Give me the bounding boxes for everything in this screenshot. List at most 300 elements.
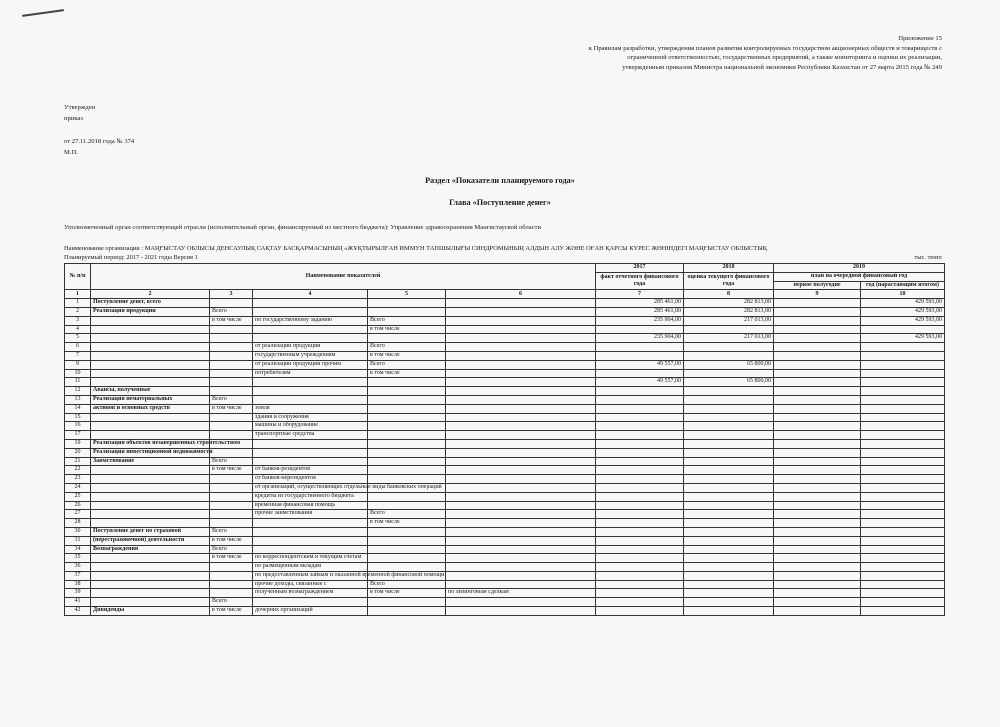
year-value-cell <box>861 457 945 466</box>
indicator-sub-cell: в том числе <box>368 351 446 360</box>
year-value-cell <box>861 527 945 536</box>
estimate-value-cell <box>684 501 774 510</box>
year-value-cell: 429 593,00 <box>861 299 945 308</box>
half-year-value-cell <box>774 316 861 325</box>
indicator-name-cell <box>253 387 368 396</box>
indicator-group-cell <box>91 501 210 510</box>
indicator-group-cell <box>91 466 210 475</box>
fact-value-cell: 49 557,00 <box>596 378 684 387</box>
half-year-value-cell <box>774 448 861 457</box>
indicator-detail-cell <box>446 501 596 510</box>
half-year-value-cell <box>774 343 861 352</box>
indicator-scope-cell <box>210 483 253 492</box>
half-year-value-cell <box>774 536 861 545</box>
row-number-cell: 41 <box>65 598 91 607</box>
table-row <box>65 299 945 308</box>
indicator-name-cell: машины и оборудование <box>253 422 368 431</box>
table-row <box>65 404 945 413</box>
indicator-name-cell: от организаций, осуществляющих отдельные виды банковских операций <box>253 483 368 492</box>
indicator-group-cell <box>91 563 210 572</box>
indicator-scope-cell: Всего <box>210 598 253 607</box>
fact-value-cell <box>596 510 684 519</box>
indicator-name-cell <box>253 536 368 545</box>
row-number-cell: 17 <box>65 431 91 440</box>
indicator-sub-cell: Всего <box>368 510 446 519</box>
indicator-scope-cell <box>210 360 253 369</box>
year-value-cell <box>861 475 945 484</box>
indicator-name-cell: от реализации продукции прочим <box>253 360 368 369</box>
indicator-group-cell <box>91 369 210 378</box>
year-value-cell <box>861 431 945 440</box>
indicator-detail-cell <box>446 439 596 448</box>
table-row <box>65 369 945 378</box>
indicator-name-cell: государственным учреждениям <box>253 351 368 360</box>
indicator-sub-cell <box>368 607 446 616</box>
indicator-sub-cell <box>368 422 446 431</box>
table-row <box>65 519 945 528</box>
indicator-scope-cell <box>210 378 253 387</box>
table-row <box>65 325 945 334</box>
table-row <box>65 554 945 563</box>
indicator-scope-cell <box>210 431 253 440</box>
fact-value-cell <box>596 483 684 492</box>
indicator-group-cell <box>91 431 210 440</box>
table-row <box>65 589 945 598</box>
section-title: Раздел «Показатели планируемого года» <box>425 176 575 185</box>
indicator-detail-cell <box>446 607 596 616</box>
indicator-name-cell: потребителям <box>253 369 368 378</box>
appendix-line: ограниченной ответственностью, государственных предприятий, а также мониторинга и оценки их реализации, <box>627 54 942 62</box>
indicator-scope-cell: в том числе <box>210 404 253 413</box>
fact-value-cell <box>596 413 684 422</box>
indicator-sub-cell <box>368 387 446 396</box>
half-year-value-cell <box>774 466 861 475</box>
indicator-name-cell <box>253 545 368 554</box>
table-row <box>65 492 945 501</box>
indicator-group-cell <box>91 580 210 589</box>
table-row <box>65 307 945 316</box>
indicator-detail-cell <box>446 395 596 404</box>
indicator-name-cell: земля <box>253 404 368 413</box>
table-row <box>65 334 945 343</box>
indicator-name-cell <box>253 598 368 607</box>
indicator-sub-cell: в том числе <box>368 589 446 598</box>
row-number-cell: 30 <box>65 527 91 536</box>
indicator-scope-cell <box>210 475 253 484</box>
half-year-value-cell <box>774 369 861 378</box>
row-number-cell: 22 <box>65 466 91 475</box>
table-row <box>65 343 945 352</box>
indicator-scope-cell: Всего <box>210 307 253 316</box>
header-fact: факт отчетного финансового года <box>596 272 684 290</box>
header-name: Наименование показателей <box>91 264 596 290</box>
indicator-sub-cell <box>368 395 446 404</box>
authority-line: Уполномоченный орган соответствующей отрасли (исполнительный орган, финансируемый из местного бюджета): Управление здравоохранения Мангистауской области <box>64 224 542 231</box>
indicator-sub-cell <box>368 457 446 466</box>
table-row <box>65 457 945 466</box>
indicator-name-cell: временная финансовая помощь <box>253 501 368 510</box>
half-year-value-cell <box>774 431 861 440</box>
col-num: 8 <box>684 290 774 299</box>
table-row <box>65 571 945 580</box>
indicator-scope-cell <box>210 501 253 510</box>
header-num: № п/п <box>65 264 91 290</box>
indicator-name-cell <box>253 527 368 536</box>
indicator-sub-cell <box>368 563 446 572</box>
row-number-cell: 4 <box>65 325 91 334</box>
estimate-value-cell <box>684 325 774 334</box>
estimate-value-cell <box>684 598 774 607</box>
appendix-line: Приложение 15 <box>898 35 942 42</box>
table-row <box>65 483 945 492</box>
order-date: от 27.11.2018 года № 374 <box>64 138 135 145</box>
indicator-name-cell: от реализации продукции <box>253 343 368 352</box>
indicator-detail-cell <box>446 448 596 457</box>
half-year-value-cell <box>774 351 861 360</box>
indicator-detail-cell <box>446 325 596 334</box>
year-value-cell <box>861 589 945 598</box>
row-number-cell: 7 <box>65 351 91 360</box>
indicator-detail-cell <box>446 536 596 545</box>
indicator-scope-cell <box>210 343 253 352</box>
estimate-value-cell <box>684 554 774 563</box>
col-num: 2 <box>91 290 210 299</box>
indicator-group-cell <box>91 316 210 325</box>
table-row <box>65 536 945 545</box>
row-number-cell: 5 <box>65 334 91 343</box>
row-number-cell: 38 <box>65 580 91 589</box>
indicator-scope-cell <box>210 492 253 501</box>
row-number-cell: 12 <box>65 387 91 396</box>
appendix-line: к Правилам разработки, утверждения планов развития контролируемых государством акционерных обществ и товариществ с <box>588 44 942 52</box>
estimate-value-cell <box>684 510 774 519</box>
fact-value-cell <box>596 369 684 378</box>
half-year-value-cell <box>774 580 861 589</box>
year-value-cell <box>861 378 945 387</box>
half-year-value-cell <box>774 422 861 431</box>
fact-value-cell: 235 904,00 <box>596 316 684 325</box>
table-row <box>65 580 945 589</box>
indicator-detail-cell <box>446 360 596 369</box>
estimate-value-cell <box>684 580 774 589</box>
half-year-value-cell <box>774 378 861 387</box>
indicator-detail-cell <box>446 554 596 563</box>
fact-value-cell <box>596 457 684 466</box>
indicator-sub-cell <box>368 334 446 343</box>
fact-value-cell: 235 904,00 <box>596 334 684 343</box>
appendix-note <box>342 34 942 72</box>
indicator-sub-cell: Всего <box>368 316 446 325</box>
half-year-value-cell <box>774 457 861 466</box>
half-year-value-cell <box>774 510 861 519</box>
fact-value-cell <box>596 536 684 545</box>
indicator-sub-cell <box>368 448 446 457</box>
header-2019: 2019 <box>774 264 945 273</box>
indicator-name-cell: дочерних организаций <box>253 607 368 616</box>
indicator-scope-cell <box>210 589 253 598</box>
half-year-value-cell <box>774 325 861 334</box>
estimate-value-cell: 282 813,00 <box>684 299 774 308</box>
indicator-name-cell: здания и сооружения <box>253 413 368 422</box>
row-number-cell: 23 <box>65 475 91 484</box>
indicator-detail-cell <box>446 483 596 492</box>
indicator-detail-cell <box>446 563 596 572</box>
row-number-cell: 26 <box>65 501 91 510</box>
indicator-sub-cell <box>368 413 446 422</box>
estimate-value-cell <box>684 527 774 536</box>
year-value-cell: 429 593,00 <box>861 334 945 343</box>
half-year-value-cell <box>774 395 861 404</box>
estimate-value-cell <box>684 343 774 352</box>
indicator-detail-cell <box>446 413 596 422</box>
table-row <box>65 510 945 519</box>
half-year-value-cell <box>774 492 861 501</box>
fact-value-cell <box>596 519 684 528</box>
indicator-scope-cell <box>210 510 253 519</box>
year-value-cell <box>861 536 945 545</box>
indicator-sub-cell <box>368 598 446 607</box>
indicator-detail-cell <box>446 466 596 475</box>
fact-value-cell <box>596 598 684 607</box>
estimate-value-cell <box>684 536 774 545</box>
indicator-group-cell <box>91 571 210 580</box>
year-value-cell <box>861 439 945 448</box>
half-year-value-cell <box>774 299 861 308</box>
year-value-cell <box>861 501 945 510</box>
year-value-cell: 429 593,00 <box>861 316 945 325</box>
header-2018: 2018 <box>684 264 774 273</box>
indicator-detail-cell <box>446 457 596 466</box>
indicator-name-cell <box>253 439 368 448</box>
header-row <box>65 264 945 273</box>
row-number-cell: 20 <box>65 448 91 457</box>
units-label: тыс. тенге <box>914 254 942 261</box>
table-row <box>65 360 945 369</box>
year-value-cell <box>861 563 945 572</box>
estimate-value-cell: 65 800,00 <box>684 378 774 387</box>
indicator-detail-cell <box>446 299 596 308</box>
table-row <box>65 563 945 572</box>
fact-value-cell <box>596 571 684 580</box>
indicator-group-cell <box>91 483 210 492</box>
fact-value-cell <box>596 439 684 448</box>
indicator-detail-cell <box>446 343 596 352</box>
table-row <box>65 387 945 396</box>
indicator-name-cell: кредиты из государственного бюджета <box>253 492 368 501</box>
indicator-name-cell: транспортные средства <box>253 431 368 440</box>
indicator-name-cell: по предоставленным займам и оказанной временной финансовой помощи <box>253 571 368 580</box>
approved-label: Утвержден <box>64 104 96 111</box>
table-row <box>65 378 945 387</box>
indicator-group-cell <box>91 413 210 422</box>
fact-value-cell <box>596 422 684 431</box>
row-number-cell: 39 <box>65 589 91 598</box>
indicator-sub-cell: Всего <box>368 343 446 352</box>
indicator-group-cell <box>91 510 210 519</box>
year-value-cell <box>861 598 945 607</box>
indicator-sub-cell <box>368 527 446 536</box>
indicator-name-cell <box>253 519 368 528</box>
indicator-detail-cell <box>446 316 596 325</box>
row-number-cell: 37 <box>65 571 91 580</box>
indicator-scope-cell <box>210 563 253 572</box>
row-number-cell: 2 <box>65 307 91 316</box>
row-number-cell: 36 <box>65 563 91 572</box>
fact-value-cell <box>596 351 684 360</box>
indicator-sub-cell <box>368 307 446 316</box>
indicator-name-cell <box>253 378 368 387</box>
fact-value-cell <box>596 563 684 572</box>
period-line: Планируемый период: 2017 - 2021 годы Версия 1 <box>64 254 198 261</box>
table-row <box>65 422 945 431</box>
indicator-name-cell <box>253 325 368 334</box>
row-number-cell: 1 <box>65 299 91 308</box>
half-year-value-cell <box>774 519 861 528</box>
indicator-group-cell <box>91 360 210 369</box>
indicator-scope-cell: Всего <box>210 395 253 404</box>
indicator-detail-cell <box>446 527 596 536</box>
indicator-scope-cell <box>210 448 253 457</box>
row-number-cell: 35 <box>65 554 91 563</box>
indicator-group-cell <box>91 589 210 598</box>
table-row <box>65 466 945 475</box>
fact-value-cell <box>596 343 684 352</box>
estimate-value-cell <box>684 439 774 448</box>
indicator-name-cell: прочие доходы, связанные с <box>253 580 368 589</box>
indicator-group-cell <box>91 325 210 334</box>
half-year-value-cell <box>774 598 861 607</box>
indicator-detail-cell <box>446 510 596 519</box>
indicator-detail-cell <box>446 334 596 343</box>
estimate-value-cell: 217 013,00 <box>684 316 774 325</box>
indicator-sub-cell: в том числе <box>368 519 446 528</box>
estimate-value-cell <box>684 519 774 528</box>
indicator-group-cell: Реализация нематериальных <box>91 395 210 404</box>
year-value-cell: 429 593,00 <box>861 307 945 316</box>
estimate-value-cell <box>684 545 774 554</box>
table-row <box>65 448 945 457</box>
indicator-name-cell <box>253 307 368 316</box>
order-label: приказ <box>64 115 83 122</box>
indicator-detail-cell <box>446 422 596 431</box>
indicator-scope-cell <box>210 519 253 528</box>
estimate-value-cell <box>684 404 774 413</box>
row-number-cell: 6 <box>65 343 91 352</box>
indicator-group-cell: Реализация продукции <box>91 307 210 316</box>
indicator-sub-cell <box>368 466 446 475</box>
fact-value-cell <box>596 501 684 510</box>
row-number-cell: 10 <box>65 369 91 378</box>
header-estimate: оценка текущего финансового года <box>684 272 774 290</box>
indicator-sub-cell <box>368 492 446 501</box>
table-row <box>65 527 945 536</box>
col-num: 1 <box>65 290 91 299</box>
indicator-detail-cell <box>446 351 596 360</box>
fact-value-cell: 285 461,00 <box>596 299 684 308</box>
half-year-value-cell <box>774 527 861 536</box>
col-num: 5 <box>368 290 446 299</box>
estimate-value-cell: 282 813,00 <box>684 307 774 316</box>
col-num: 6 <box>446 290 596 299</box>
indicator-group-cell: Вознаграждения <box>91 545 210 554</box>
indicator-sub-cell <box>368 554 446 563</box>
indicator-scope-cell: в том числе <box>210 316 253 325</box>
indicator-name-cell: полученным вознаграждением <box>253 589 368 598</box>
col-num: 3 <box>210 290 253 299</box>
estimate-value-cell: 217 013,00 <box>684 334 774 343</box>
indicator-scope-cell <box>210 299 253 308</box>
row-number-cell: 21 <box>65 457 91 466</box>
indicator-group-cell <box>91 334 210 343</box>
year-value-cell <box>861 343 945 352</box>
indicator-group-cell: Реализация объектов незавершенных строительством <box>91 439 210 448</box>
fact-value-cell <box>596 448 684 457</box>
indicator-scope-cell <box>210 580 253 589</box>
indicator-group-cell <box>91 351 210 360</box>
fact-value-cell <box>596 395 684 404</box>
year-value-cell <box>861 466 945 475</box>
row-number-cell: 34 <box>65 545 91 554</box>
indicator-group-cell: Авансы, полученные <box>91 387 210 396</box>
year-value-cell <box>861 519 945 528</box>
indicator-detail-cell <box>446 598 596 607</box>
header-half: первое полугодие <box>774 281 861 290</box>
indicator-sub-cell: Всего <box>368 360 446 369</box>
table-row <box>65 316 945 325</box>
cash-inflow-table <box>64 263 945 616</box>
half-year-value-cell <box>774 413 861 422</box>
year-value-cell <box>861 545 945 554</box>
indicator-group-cell: Дивиденды <box>91 607 210 616</box>
estimate-value-cell <box>684 351 774 360</box>
indicator-detail-cell <box>446 404 596 413</box>
half-year-value-cell <box>774 554 861 563</box>
year-value-cell <box>861 395 945 404</box>
fact-value-cell <box>596 545 684 554</box>
indicator-group-cell: (перестраховочной) деятельности <box>91 536 210 545</box>
indicator-scope-cell <box>210 387 253 396</box>
indicator-scope-cell <box>210 422 253 431</box>
row-number-cell: 15 <box>65 413 91 422</box>
indicator-group-cell <box>91 519 210 528</box>
half-year-value-cell <box>774 439 861 448</box>
half-year-value-cell <box>774 475 861 484</box>
row-number-cell: 25 <box>65 492 91 501</box>
estimate-value-cell <box>684 607 774 616</box>
half-year-value-cell <box>774 483 861 492</box>
table-row <box>65 395 945 404</box>
estimate-value-cell <box>684 422 774 431</box>
indicator-scope-cell: в том числе <box>210 554 253 563</box>
half-year-value-cell <box>774 589 861 598</box>
col-num: 9 <box>774 290 861 299</box>
indicator-scope-cell: в том числе <box>210 536 253 545</box>
year-value-cell <box>861 360 945 369</box>
indicator-group-cell <box>91 598 210 607</box>
year-value-cell <box>861 422 945 431</box>
indicator-scope-cell: в том числе <box>210 607 253 616</box>
estimate-value-cell <box>684 466 774 475</box>
indicator-sub-cell: в том числе <box>368 369 446 378</box>
indicator-scope-cell <box>210 325 253 334</box>
indicator-name-cell <box>253 395 368 404</box>
indicator-scope-cell <box>210 413 253 422</box>
indicator-group-cell: Поступление денег по страховой <box>91 527 210 536</box>
chapter-title: Глава «Поступление денег» <box>449 198 551 207</box>
indicator-detail-cell: по лизинговым сделкам <box>446 589 596 598</box>
year-value-cell <box>861 510 945 519</box>
year-value-cell <box>861 413 945 422</box>
